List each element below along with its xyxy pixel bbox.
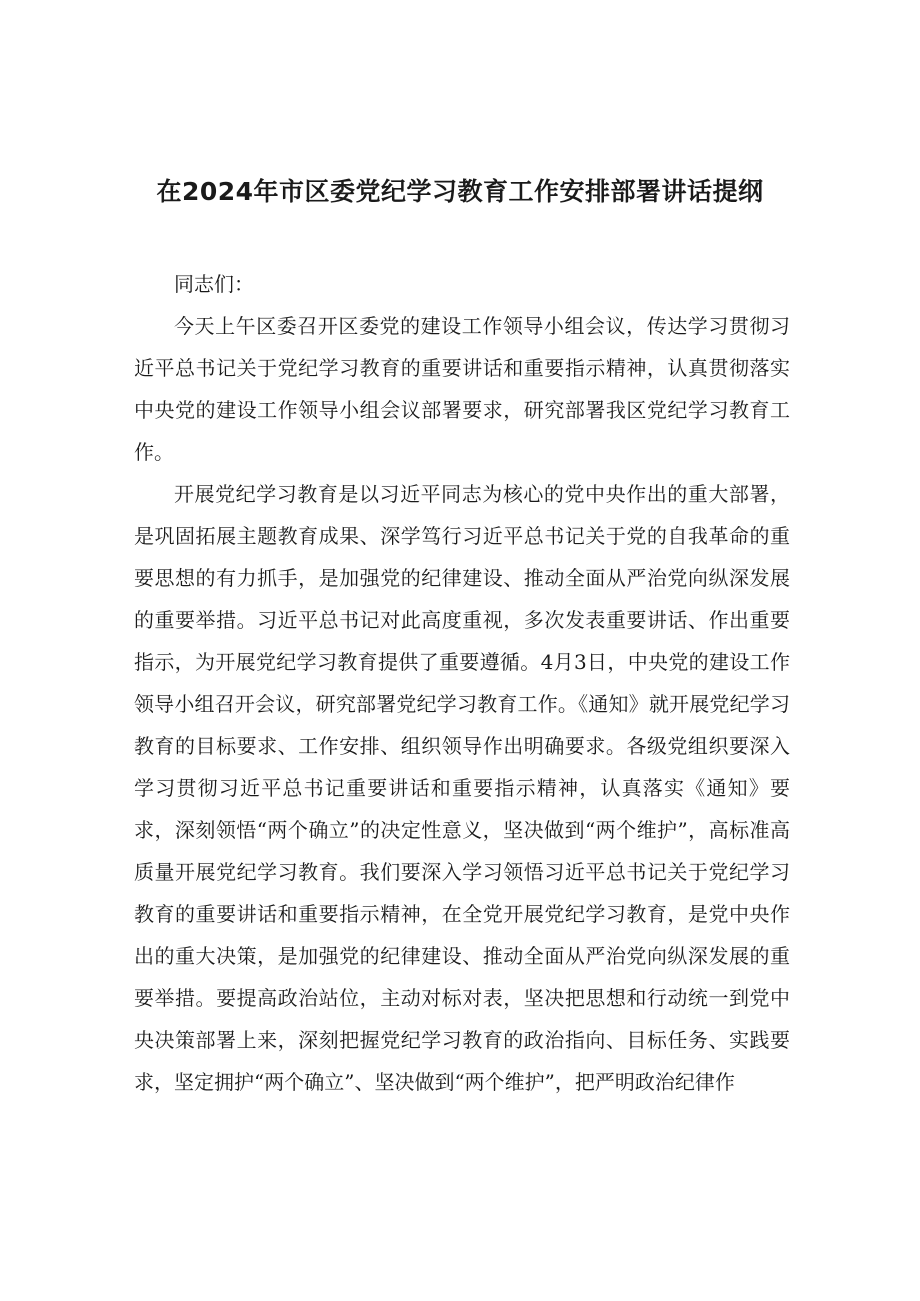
salutation: 同志们： — [174, 272, 254, 296]
document-title: 在2024年市区委党纪学习教育工作安排部署讲话提纲 — [156, 177, 764, 206]
paragraph-1: 今天上午区委召开区委党的建设工作领导小组会议，传达学习贯彻习近平总书记关于党纪学习教育的重要讲话和重要指示精神，认真贯彻落实中央党的建设工作领导小组会议部署要求，研究部署我区党纪学习教育工作。 — [134, 314, 790, 464]
document-body — [134, 263, 790, 1103]
paragraph-2: 开展党纪学习教育是以习近平同志为核心的党中央作出的重大部署，是巩固拓展主题教育成果、深学笃行习近平总书记关于党的自我革命的重要思想的有力抓手，是加强党的纪律建设、推动全面从严治党向纵深发展的重要举措。习近平总书记对此高度重视，多次发表重要讲话、作出重要指示，为开展党纪学习教育提供了重要遵循。4月3日，中央党的建设工作领导小组召开会议，研究部署党纪学习教育工作。《通知》就开展党纪学习教育的目标要求、工作安排、组织领导作出明确要求。各级党组织要深入学习贯彻习近平总书记重要讲话和重要指示精神，认真落实《通知》要求，深刻领悟“两个确立”的决定性意义，坚决做到“两个维护”，高标准高质量开展党纪学习教育。我们要深入学习领悟习近平总书记关于党纪学习教育的重要讲话和重要指示精神，在全党开展党纪学习教育，是党中央作出的重大决策，是加强党的纪律建设、推动全面从严治党向纵深发展的重要举措。要提高政治站位，主动对标对表，坚决把思想和行动统一到党中央决策部署上来，深刻把握党纪学习教育的政治指向、目标任务、实践要求，坚定拥护“两个确立”、坚决做到“两个维护”，把严明政治纪律作 — [134, 482, 790, 1094]
